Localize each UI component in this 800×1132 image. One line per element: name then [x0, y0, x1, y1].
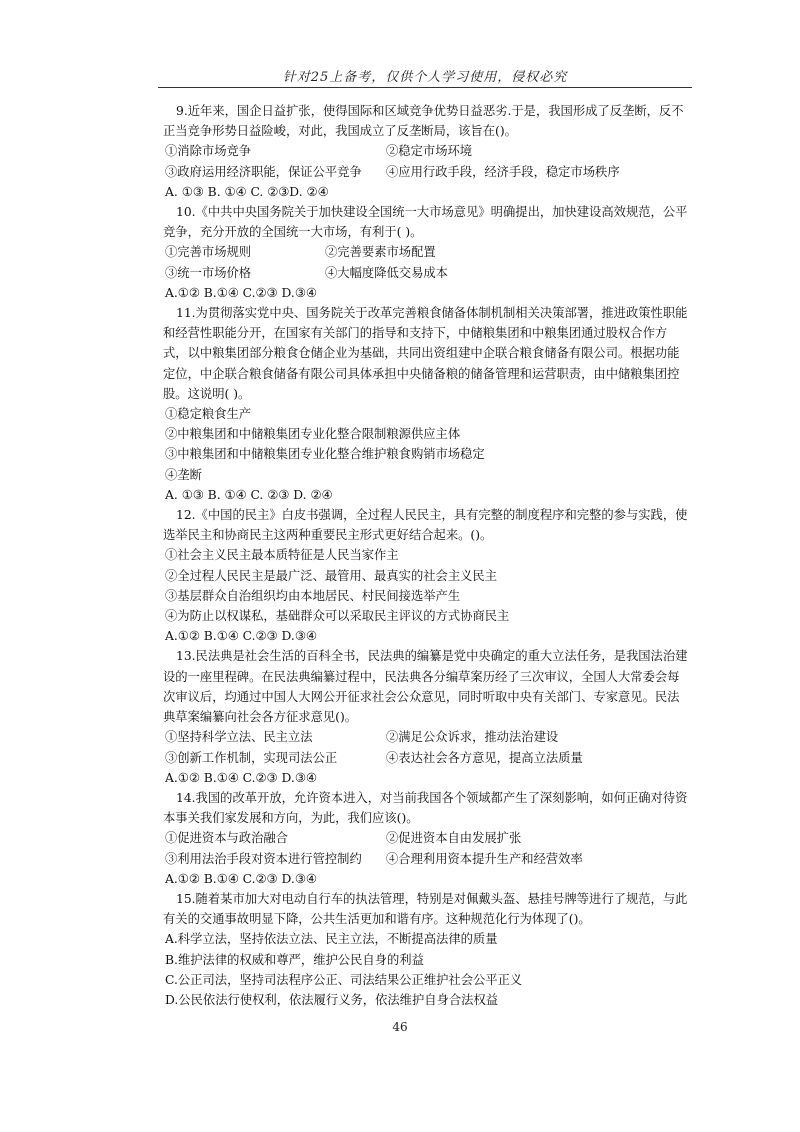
question-stem: 14.我国的改革开放，允许资本进入，对当前我国各个领域都产生了深刻影响，如何正确对待资本事关我们家发展和方向，为此，我们应该()。	[163, 790, 688, 826]
question-10	[163, 202, 691, 303]
option-4: ④应用行政手段，经济手段，稳定市场秩序	[386, 164, 620, 179]
question-14	[163, 788, 691, 889]
question-stem: 12.《中国的民主》白皮书强调，全过程人民民主，具有完整的制度程序和完整的参与实践，使选举民主和协商民主这两种重要民主形式更好结合起来。()。	[163, 508, 688, 543]
option-b: B.维护法律的权威和尊严，维护公民自身的利益	[165, 952, 424, 967]
option-d: D.公民依法行使权利，依法履行义务，依法维护自身合法权益	[165, 992, 499, 1007]
option-3: ③利用法治手段对资本进行管控制约	[165, 851, 362, 866]
option-3: ③创新工作机制，实现司法公正	[165, 750, 338, 765]
options-row	[163, 748, 691, 768]
option-4: ④合理利用资本提升生产和经营效率	[386, 851, 583, 866]
option-2: ②全过程人民民主是最广泛、最管用、最真实的社会主义民主	[165, 568, 498, 583]
options-row	[163, 849, 691, 869]
question-stem: 15.随着某市加大对电动自行车的执法管理，特别是对佩戴头盔、悬挂号牌等进行了规范，与此有关的交通事故明显下降，公共生活更加和谐有序。这种规范化行为体现了()。	[163, 891, 688, 927]
option-2: ②促进资本自由发展扩张	[386, 831, 522, 846]
option-1: ①稳定粮食生产	[165, 407, 252, 422]
options-row	[163, 828, 691, 848]
answer-choices: A.①② B.①④ C.②③ D.③④	[165, 629, 317, 644]
question-stem: 10.《中共中央国务院关于加快建设全国统一大市场意见》明确提出，加快建设高效规范，公平竞争，充分开放的全国统一大市场，有利于( )。	[163, 205, 688, 240]
option-2: ②满足公众诉求，推动法治建设	[386, 730, 559, 745]
page-number: 46	[392, 1020, 408, 1034]
option-1: ①社会主义民主最本质特征是人民当家作主	[165, 548, 399, 563]
option-3: ③基层群众自治组织均由本地居民、村民间接选举产生	[165, 588, 461, 603]
option-2: ②完善要素市场配置	[325, 245, 436, 260]
options-row	[163, 727, 691, 747]
option-2: ②中粮集团和中储粮集团专业化整合限制粮源供应主体	[165, 427, 461, 442]
document-body	[163, 101, 691, 1010]
answer-choices: A.①② B.①④ C.②③ D.③④	[165, 285, 317, 300]
question-stem: 11.为贯彻落实党中央、国务院关于改革完善粮食储备体制机制相关决策部署，推进政策性职能和经营性职能分开，在国家有关部门的指导和支持下，中储粮集团和中粮集团通过股权合作方式，以中粮集团部分粮食仓储企业为基础，共同出资组建中企联合粮食储备有限公司。根据功能定位，中企联合粮食储备有限公司具体承担中央储备粮的储备管理和运营职责，由中储粮集团控股。这说明( )。	[163, 306, 688, 401]
option-1: ①消除市场竞争	[165, 144, 252, 159]
options-row	[163, 141, 691, 161]
option-3: ③统一市场价格	[165, 265, 252, 280]
question-15	[163, 889, 691, 1010]
answer-choices: A. ①③ B. ①④ C. ②③ D. ②④	[165, 487, 333, 502]
option-4: ④表达社会各方意见，提高立法质量	[386, 750, 583, 765]
question-stem: 13.民法典是社会生活的百科全书，民法典的编纂是党中央确定的重大立法任务，是我国法治建设的一座里程碑。在民法典编纂过程中，民法典各分编草案历经了三次审议，全国人大常委会每次审议后，均通过中国人大网公开征求社会公众意见，同时听取中央有关部门、专家意见。民法典草案编纂向社会各方征求意见()。	[163, 649, 688, 725]
option-1: ①坚持科学立法、民主立法	[165, 730, 313, 745]
header-divider	[158, 87, 692, 88]
options-row	[163, 263, 691, 283]
option-a: A.科学立法，坚持依法立法、民主立法，不断提高法律的质量	[165, 932, 498, 947]
question-11	[163, 303, 691, 505]
option-4: ④大幅度降低交易成本	[325, 265, 448, 280]
answer-choices: A. ①③ B. ①④ C. ②③D. ②④	[165, 184, 329, 199]
option-c: C.公正司法，坚持司法程序公正、司法结果公正维护社会公平正义	[165, 972, 523, 987]
option-2: ②稳定市场环境	[386, 144, 473, 159]
question-13	[163, 646, 691, 787]
option-3: ③中粮集团和中储粮集团专业化整合维护粮食购销市场稳定	[165, 447, 485, 462]
options-row	[163, 242, 691, 262]
answer-choices: A.①② B.①④ C.②③ D.③④	[165, 770, 317, 785]
option-4: ④垄断	[165, 467, 202, 482]
question-9	[163, 101, 691, 202]
option-1: ①完善市场规则	[165, 245, 252, 260]
option-3: ③政府运用经济职能，保证公平竞争	[165, 164, 362, 179]
question-12	[163, 505, 691, 646]
option-4: ④为防止以权谋私，基础群众可以采取民主评议的方式协商民主	[165, 609, 510, 624]
question-stem: 9.近年来，国企日益扩张，使得国际和区域竞争优势日益恶劣.于是，我国形成了反垄断，反不正当竞争形势日益险峻，对此，我国成立了反垄断局，该旨在()。	[163, 104, 684, 139]
answer-choices: A.①② B.①④ C.②③ D.③④	[165, 871, 317, 886]
page-header: 针对25上备考，仅供个人学习使用，侵权必究	[282, 70, 568, 85]
options-row	[163, 162, 691, 182]
option-1: ①促进资本与政治融合	[165, 831, 288, 846]
